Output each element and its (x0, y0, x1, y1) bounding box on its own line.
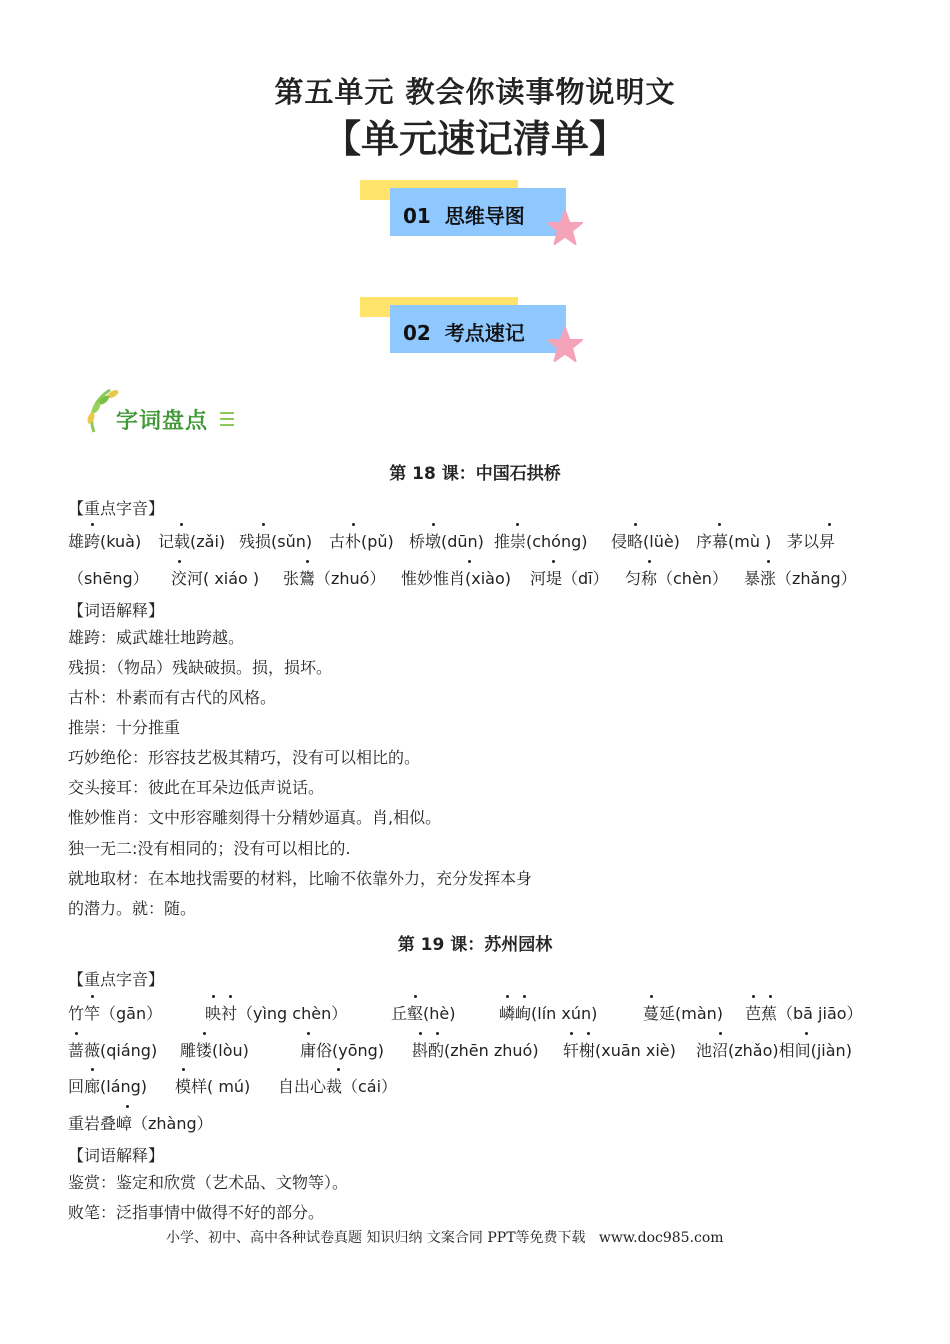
emphasis-dot (262, 523, 265, 526)
footer-text: 小学、初中、高中各种试卷真题 知识归纳 文案合同 PPT等免费下载 www.doc985.com (166, 1230, 724, 1246)
pron-item: 斟酌(zhēn zhuó) (412, 1041, 539, 1060)
pron-item: 蔓延(màn) (643, 1004, 724, 1023)
definition-line: 就地取材：在本地找需要的材料，比喻不依靠外力，充分发挥本身 (68, 869, 533, 888)
definition-line: 残损：（物品）残缺破损。损，损坏。 (68, 658, 333, 677)
pron-item: 回廊(láng) (68, 1077, 148, 1096)
emphasis-dot (432, 523, 435, 526)
word-review-logo (80, 386, 240, 438)
emphasis-dot (516, 523, 519, 526)
pron-item: 轩榭(xuān xiè) (563, 1041, 676, 1060)
lesson-19-def-heading: 【词语解释】 (68, 1146, 165, 1165)
definition-line: 的潜力。就：随。 (68, 899, 197, 918)
lesson-18-title: 第 18 课：中国石拱桥 (389, 464, 561, 484)
pron-item: 茅以昇 (787, 532, 836, 551)
emphasis-dot (718, 523, 721, 526)
definition-line: 惟妙惟肖：文中形容雕刻得十分精妙逼真。肖,相似。 (68, 808, 442, 827)
pron-item: 张鷟（zhuó） (283, 569, 386, 588)
pron-item: 竹竿（gān） (68, 1004, 163, 1023)
emphasis-dot (91, 523, 94, 526)
lesson-19-title: 第 19 课：苏州园林 (397, 935, 553, 955)
pron-item: 桥墩(dūn) (409, 532, 484, 551)
emphasis-dot (767, 560, 770, 563)
emphasis-dot (634, 523, 637, 526)
pron-item: （shēng） (68, 569, 149, 588)
pron-item: 古朴(pǔ) (329, 532, 394, 551)
emphasis-dot (352, 523, 355, 526)
emphasis-dot (91, 995, 94, 998)
pron-item: 暴涨（zhǎng） (744, 569, 857, 588)
definition-line: 雄跨：威武雄壮地跨越。 (68, 628, 245, 647)
emphasis-dot (306, 560, 309, 563)
pron-item: 庸俗(yōng) (300, 1041, 385, 1060)
emphasis-dot (91, 1068, 94, 1071)
emphasis-dot (229, 995, 232, 998)
pron-item: 推崇(chóng) (494, 532, 588, 551)
pron-item: 模样( mú) (175, 1077, 251, 1096)
emphasis-dot (719, 1032, 722, 1035)
emphasis-dot (506, 995, 509, 998)
pron-item: 河堤（dī） (530, 569, 609, 588)
pron-item: 惟妙惟肖(xiào) (401, 569, 511, 588)
star-icon (546, 327, 584, 363)
badge-mindmap (360, 180, 590, 250)
pron-item: 记载(zǎi) (158, 532, 226, 551)
emphasis-dot (648, 560, 651, 563)
definition-line: 交头接耳：彼此在耳朵边低声说话。 (68, 778, 325, 797)
emphasis-dot (178, 560, 181, 563)
unit-title: 第五单元 教会你读事物说明文 (274, 75, 676, 109)
emphasis-dot (570, 1032, 573, 1035)
pron-item: 自出心裁（cái） (278, 1077, 398, 1096)
definition-line: 鉴赏：鉴定和欣赏（艺术品、文物等）。 (68, 1173, 349, 1192)
emphasis-dot (468, 560, 471, 563)
unit-subtitle: 【单元速记清单】 (322, 116, 627, 161)
emphasis-dot (523, 995, 526, 998)
word-review-label: 字词盘点 (116, 409, 209, 434)
pron-item: 重岩叠嶂（zhàng） (68, 1114, 213, 1133)
emphasis-dot (805, 1032, 808, 1035)
definition-line: 独一无二:没有相同的；没有可以相比的. (68, 839, 351, 858)
emphasis-dot (552, 560, 555, 563)
emphasis-dot (752, 995, 755, 998)
emphasis-dot (769, 995, 772, 998)
star-icon (546, 210, 584, 246)
emphasis-dot (126, 1105, 129, 1108)
lesson-18-def-heading: 【词语解释】 (68, 601, 165, 620)
emphasis-dot (828, 523, 831, 526)
emphasis-dot (307, 1032, 310, 1035)
pron-item: 映衬（yìng chèn） (205, 1004, 348, 1023)
emphasis-dot (419, 1032, 422, 1035)
decorative-lines (220, 412, 234, 430)
emphasis-dot (75, 1032, 78, 1035)
lesson-19-pron-heading: 【重点字音】 (68, 970, 165, 989)
emphasis-dot (587, 1032, 590, 1035)
emphasis-dot (180, 523, 183, 526)
emphasis-dot (414, 995, 417, 998)
pron-item: 残损(sǔn) (239, 532, 313, 551)
badge-keypoints (360, 297, 590, 367)
emphasis-dot (212, 995, 215, 998)
pron-item: 芭蕉（bā jiāo） (745, 1004, 863, 1023)
emphasis-dot (203, 1032, 206, 1035)
emphasis-dot (650, 995, 653, 998)
pron-item: 洨河( xiáo ) (171, 569, 260, 588)
pron-item: 池沼(zhǎo)相间(jiàn) (696, 1041, 852, 1060)
badge-mindmap-label: 01 思维导图 (403, 204, 525, 228)
definition-line: 推崇：十分推重 (68, 718, 181, 737)
definition-line: 败笔：泛指事情中做得不好的部分。 (68, 1203, 325, 1222)
pron-item: 蔷薇(qiáng) (68, 1041, 158, 1060)
emphasis-dot (436, 1032, 439, 1035)
lesson-18-pron-heading: 【重点字音】 (68, 499, 165, 518)
pron-item: 雕镂(lòu) (180, 1041, 249, 1060)
pron-item: 侵略(lüè) (611, 532, 680, 551)
pron-item: 雄跨(kuà) (68, 532, 142, 551)
definition-line: 古朴：朴素而有古代的风格。 (68, 688, 277, 707)
pron-item: 嶙峋(lín xún) (499, 1004, 598, 1023)
emphasis-dot (182, 1068, 185, 1071)
badge-keypoints-label: 02 考点速记 (403, 321, 525, 345)
pron-item: 丘壑(hè) (391, 1004, 456, 1023)
definition-line: 巧妙绝伦：形容技艺极其精巧，没有可以相比的。 (68, 748, 421, 767)
pron-item: 匀称（chèn） (625, 569, 728, 588)
emphasis-dot (337, 1068, 340, 1071)
pron-item: 序幕(mù ) (696, 532, 772, 551)
